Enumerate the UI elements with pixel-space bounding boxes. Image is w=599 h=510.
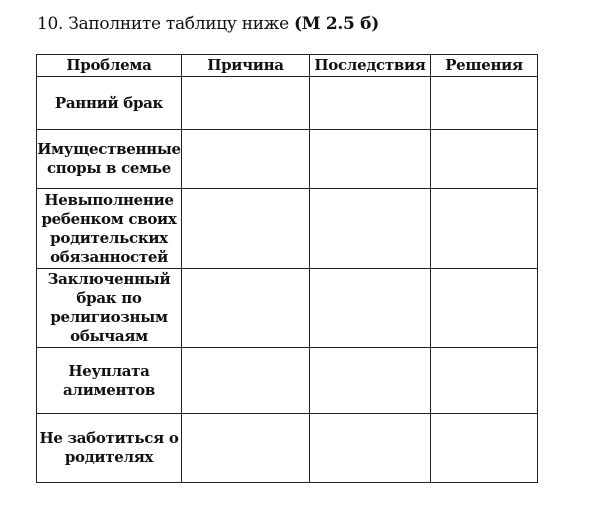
consequences-cell[interactable] — [310, 269, 431, 348]
solutions-cell[interactable] — [431, 348, 538, 414]
task-heading — [37, 14, 379, 34]
task-text: 10. Заполните таблицу ниже — [37, 14, 294, 34]
header-cause: Причина — [182, 55, 310, 77]
solutions-cell[interactable] — [431, 130, 538, 189]
consequences-cell[interactable] — [310, 414, 431, 483]
task-mark: (М 2.5 б) — [293, 14, 379, 34]
consequences-cell[interactable] — [310, 189, 431, 269]
problem-cell: Невыполнение ребенком своих родительских обязанностей — [37, 189, 182, 269]
problem-cell: Не заботиться о родителях — [37, 414, 182, 483]
consequences-cell[interactable] — [310, 348, 431, 414]
problem-cell: Ранний брак — [37, 77, 182, 130]
table-row — [37, 130, 538, 189]
problem-cell: Неуплата алиментов — [37, 348, 182, 414]
header-consequences: Последствия — [310, 55, 431, 77]
consequences-cell[interactable] — [310, 77, 431, 130]
cause-cell[interactable] — [182, 348, 310, 414]
solutions-cell[interactable] — [431, 414, 538, 483]
cause-cell[interactable] — [182, 77, 310, 130]
table-row — [37, 269, 538, 348]
header-row — [37, 55, 538, 77]
solutions-cell[interactable] — [431, 77, 538, 130]
table-row — [37, 348, 538, 414]
problems-table — [36, 54, 538, 483]
consequences-cell[interactable] — [310, 130, 431, 189]
problem-cell: Заключенный брак по религиозным обычаям — [37, 269, 182, 348]
table-row — [37, 77, 538, 130]
cause-cell[interactable] — [182, 130, 310, 189]
header-solutions: Решения — [431, 55, 538, 77]
cause-cell[interactable] — [182, 189, 310, 269]
table-row — [37, 414, 538, 483]
cause-cell[interactable] — [182, 414, 310, 483]
problem-cell: Имущественные споры в семье — [37, 130, 182, 189]
table-row — [37, 189, 538, 269]
solutions-cell[interactable] — [431, 189, 538, 269]
solutions-cell[interactable] — [431, 269, 538, 348]
cause-cell[interactable] — [182, 269, 310, 348]
header-problem: Проблема — [37, 55, 182, 77]
